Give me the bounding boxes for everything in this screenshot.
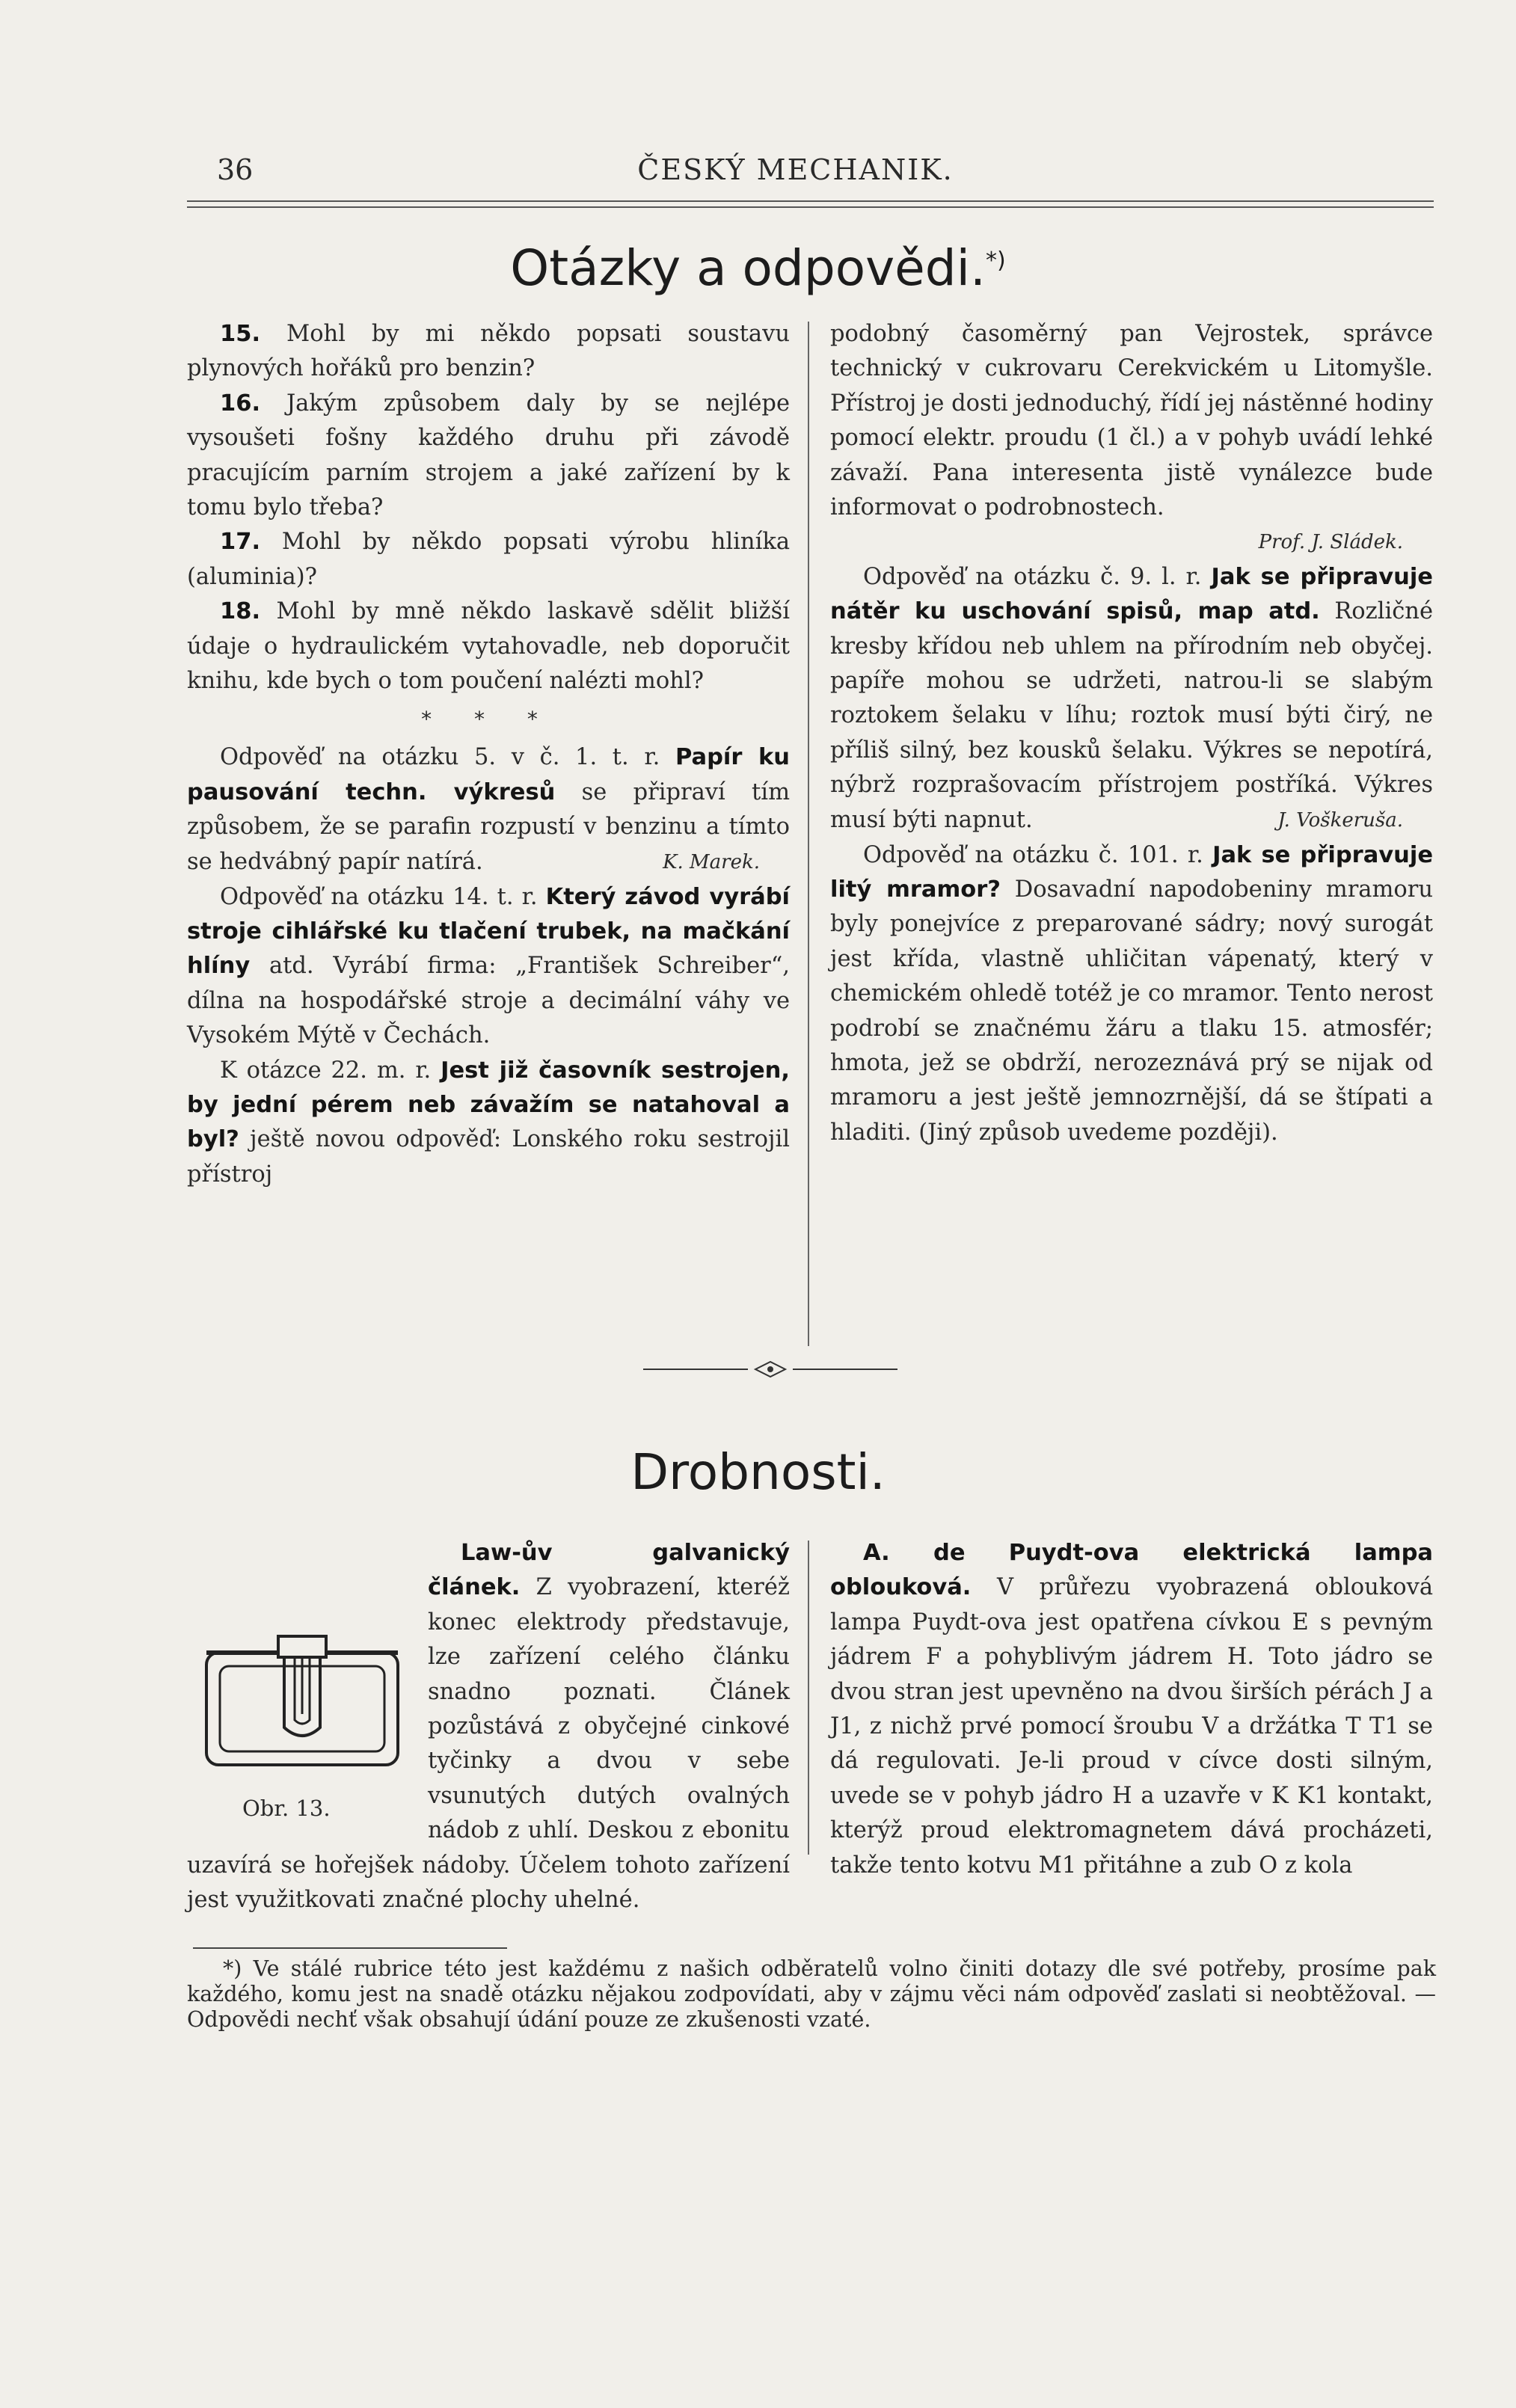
question-15-number: 15.	[220, 321, 261, 347]
qa-title-footnote-mark: *)	[985, 248, 1006, 274]
page-number: 36	[217, 153, 254, 186]
answer-9-text: Rozličné kresby křídou neb uhlem na přírodním neb obyčej. papíře mohou se udržeti, natrou-li se slabým roztokem šelaku v líhu; roztok musí býti čirý, ne příliš silný, bez kousků šelaku. Výkres se nepotírá, nýbrž rozprašovacím přístrojem postříká. Výkres musí býti napnut.	[830, 598, 1433, 833]
answer-14-heading: Který závod vyrábí stroje cihlářské ku tlačení trubek, na mačkání hlíny	[187, 883, 790, 980]
answer-22-continued: podobný časoměrný pan Vejrostek, správce technický v cukrovaru Cerekvickém u Litomyšle. Přístroj je dosti jednoduchý, řídí jej nástěnné hodiny pomocí elektr. proudu (1 čl.) a v pohyb uvádí lehké závaží. Pana interesenta jistě vynálezce bude informovat o podrobnostech.	[830, 321, 1433, 521]
header-rule-double	[187, 206, 1434, 208]
qa-right-column	[830, 317, 1433, 1150]
puydt-lamp-text: V průřezu vyobrazená oblouková lampa Puydt-ova jest opatřena cívkou E s pevným jádrem F a pohyblivým jádrem H. Toto jádro se dvou stran jest upevněno na dvou širších pérách J a J1, z nichž prvé pomocí šroubu V a držátka T T1 se dá regulovati. Je-li proud v cívce dosti silným, uvede se v pohyb jádro H a uzavře v K K1 kontakt, kterýž proud elektromagnetem dává procházeti, takže tento kotvu M1 přitáhne a zub O z kola	[830, 1574, 1433, 1879]
header-rule	[187, 200, 1434, 202]
puydt-lamp-heading: A. de Puydt-ova elektrická lampa oblouková.	[830, 1540, 1433, 1601]
question-18-number: 18.	[220, 598, 261, 625]
section-ornament	[643, 1360, 897, 1379]
answer-14-heading-suffix: atd.	[268, 953, 314, 980]
qa-left-column	[187, 317, 790, 1192]
qa-title-text: Otázky a odpovědi.	[510, 239, 986, 297]
galvanic-cell-illustration	[187, 1541, 417, 1787]
answer-9-signature: J. Voškeruša.	[1277, 809, 1403, 832]
journal-title: ČESKÝ MECHANIK.	[637, 153, 954, 186]
drobnosti-right-column	[830, 1536, 1433, 1883]
answer-9-lead: Odpověď na otázku č. 9. l. r.	[863, 563, 1202, 590]
answer-22-lead: K otázce 22. m. r.	[220, 1057, 432, 1084]
question-16-text: Jakým způsobem daly by se nejlépe vysoušeti fošny každého druhu při závodě pracujícím parním strojem a jaké zařízení by k tomu bylo třeba?	[187, 390, 790, 521]
answer-22-signature: Prof. J. Sládek.	[1258, 531, 1403, 554]
question-17-number: 17.	[220, 529, 261, 556]
question-17-text: Mohl by někdo popsati výrobu hliníka (aluminia)?	[187, 529, 790, 590]
question-18	[187, 595, 790, 698]
law-galvanic-cell-text: Z vyobrazení, kteréž konec elektrody představuje, lze zařízení celého článku snadno poznati. Článek pozůstává z obyčejné cinkové tyčinky a dvou v sebe vsunutých dutých ovalných nádob z uhlí. Deskou z ebonitu uzavírá se hořejšek nádoby. Účelem tohoto zařízení jest využitkovati značné plochy uhelné.	[187, 1574, 790, 1914]
question-16	[187, 387, 790, 526]
drobnosti-column-divider	[808, 1541, 809, 1855]
answer-9-heading: Jak se připravuje nátěr ku uschování spisů, map atd.	[830, 563, 1433, 625]
figure-13-caption: Obr. 13.	[242, 1796, 331, 1821]
running-head	[187, 153, 1404, 198]
answer-22-text: ještě novou odpověď: Lonského roku sestrojil přístroj	[187, 1126, 790, 1188]
footnote	[187, 1956, 1436, 2033]
question-15-text: Mohl by mi někdo popsati soustavu plynových hořáků pro benzin?	[187, 321, 790, 382]
question-15	[187, 317, 790, 387]
section-stars: * * *	[421, 707, 556, 732]
answer-22-heading: Jest již časovník sestrojen, by jední pérem neb závažím se natahoval a byl?	[187, 1057, 790, 1153]
qa-column-divider	[808, 322, 809, 1346]
footnote-text: *) Ve stálé rubrice této jest každému z našich odběratelů volno činiti dotazy dle své potřeby, prosíme pak každého, komu jest na snadě otázku nějakou zodpovídati, aby v zájmu věci nám odpověď zaslati si neobtěžoval. — Odpovědi nechť však obsahují údání pouze ze zkušenosti vzaté.	[187, 1956, 1436, 2032]
question-16-number: 16.	[220, 390, 261, 417]
answer-22	[187, 1054, 790, 1193]
law-galvanic-cell-heading: Law-ův galvanický článek.	[428, 1540, 790, 1601]
question-17	[187, 525, 790, 595]
puydt-lamp-article	[830, 1536, 1433, 1883]
qa-section-title	[0, 239, 1516, 297]
figure-13	[187, 1541, 417, 1832]
answer-5-text: se připraví tím způsobem, že se parafin rozpustí v benzinu a tímto se hedvábný papír natírá.	[187, 778, 790, 875]
answer-14-text: Vyrábí firma: „František Schreiber“, dílna na hospodářské stroje a decimální váhy ve Vysokém Mýtě v Čechách.	[187, 953, 790, 1049]
answer-5-heading: Papír ku pausování techn. výkresů	[187, 744, 790, 805]
question-18-text: Mohl by mně někdo laskavě sdělit bližší údaje o hydraulickém vytahovadle, neb doporučit knihu, kde bych o tom poučení nalézti mohl?	[187, 598, 790, 695]
answer-5-signature: K. Marek.	[663, 851, 760, 874]
answer-9	[830, 560, 1433, 838]
answer-101	[830, 838, 1433, 1151]
drobnosti-title: Drobnosti.	[630, 1443, 886, 1501]
answer-101-lead: Odpověď na otázku č. 101. r.	[863, 841, 1203, 868]
answer-101-heading: Jak se připravuje litý mramor?	[830, 841, 1434, 903]
answer-14-lead: Odpověď na otázku 14. t. r.	[220, 883, 538, 910]
drobnosti-left-column	[187, 1536, 790, 1917]
answer-5-lead: Odpověď na otázku 5. v č. 1. t. r.	[220, 744, 660, 771]
footnote-rule	[193, 1947, 507, 1949]
answer-101-text: Dosavadní napodobeniny mramoru byly ponejvíce z preparované sádry; nový surogát jest křída, vlastně uhličitan vápenatý, který v chemickém ohledě totéž je co mramor. Tento nerost podrobí se značnému žáru a tlaku 15. atmosfér; hmota, jež se obdrží, nerozeznává prý se nijak od mramoru a jest ještě jemnozrnější, dá se štípati a hladiti. (Jiný způsob uvedeme později).	[830, 876, 1433, 1146]
answer-14	[187, 880, 790, 1054]
